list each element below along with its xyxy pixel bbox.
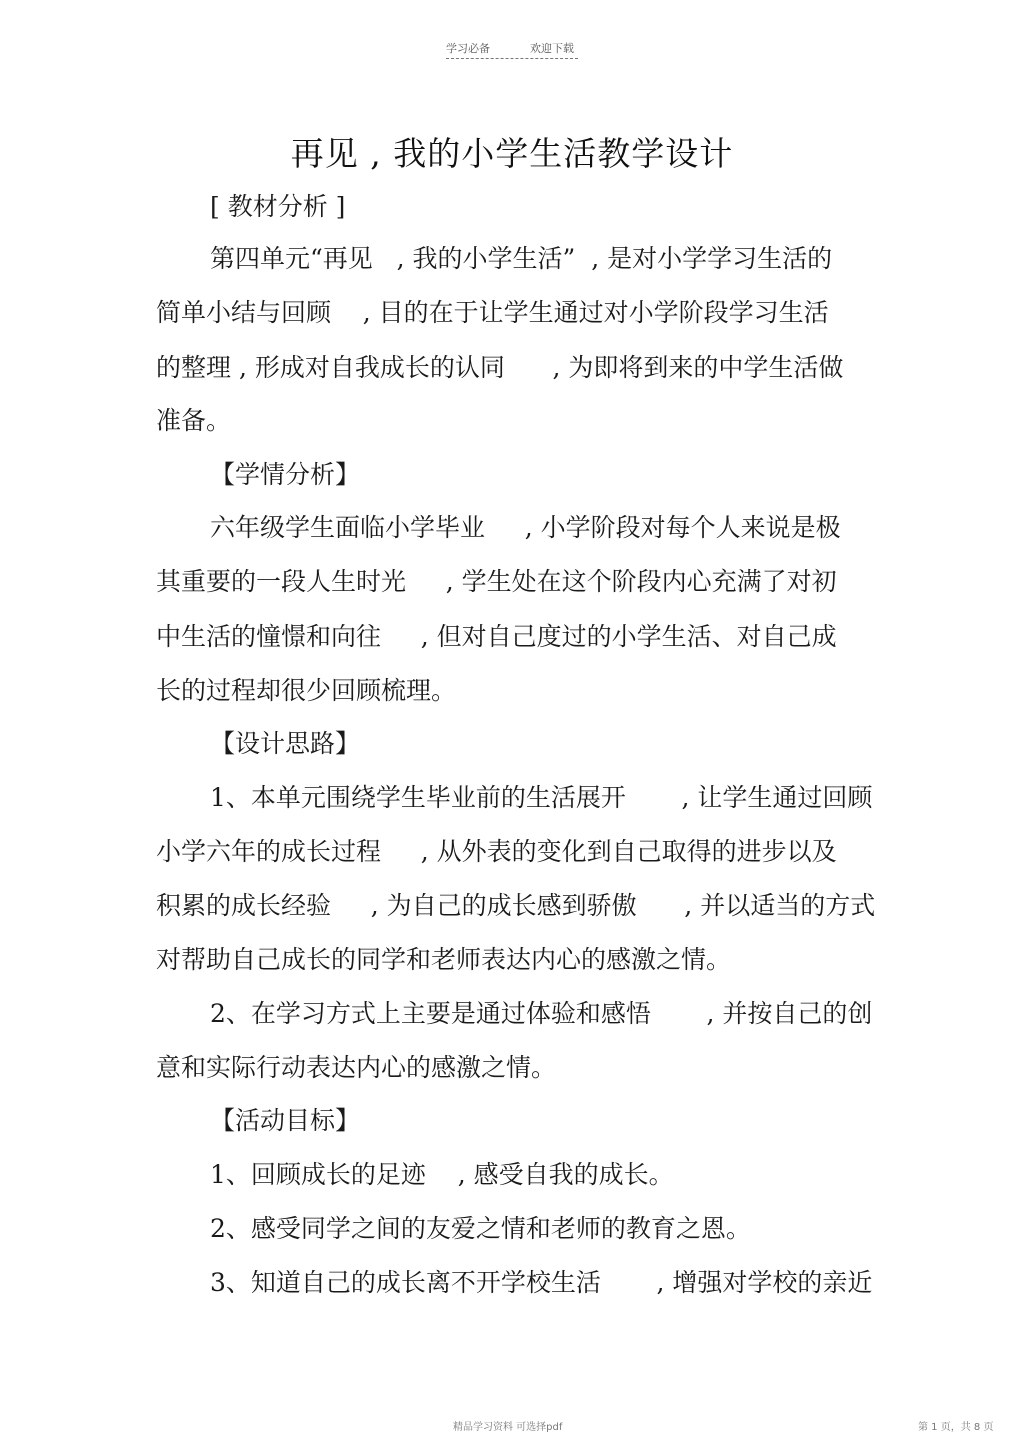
document-title: 再见 , 我的小学生活教学设计 — [290, 134, 734, 173]
body-line: 六年级学生面临小学毕业 , 小学阶段对每个人来说是极 — [210, 513, 841, 542]
body-line: 中生活的憧憬和向往 , 但对自己度过的小学生活、对自己成 — [156, 622, 837, 651]
body-line: 2、感受同学之间的友爱之情和老师的教育之恩。 — [210, 1214, 751, 1243]
body-line: 准备。 — [156, 406, 232, 435]
header-divider — [446, 58, 578, 59]
body-line: 小学六年的成长过程 , 从外表的变化到自己取得的进步以及 — [156, 837, 837, 866]
section-heading-design-idea: 【设计思路】 — [210, 729, 361, 758]
section-heading-student-analysis: 【学情分析】 — [210, 460, 361, 489]
body-line: 对帮助自己成长的同学和老师表达内心的感激之情。 — [156, 945, 732, 974]
body-line: 第四单元“再见 , 我的小学生活” , 是对小学学习生活的 — [210, 244, 833, 273]
body-line: 1、本单元围绕学生毕业前的生活展开 , 让学生通过回顾 — [210, 783, 873, 812]
header-right-text: 欢迎下载 — [530, 42, 574, 55]
body-line: 2、在学习方式上主要是通过体验和感悟 , 并按自己的创 — [210, 999, 873, 1028]
body-line: 的整理 , 形成对自我成长的认同 , 为即将到来的中学生活做 — [156, 353, 844, 382]
body-line: 意和实际行动表达内心的感激之情。 — [156, 1053, 557, 1082]
page-number: 第 1 页，共 8 页 — [918, 1422, 994, 1433]
body-line: 长的过程却很少回顾梳理。 — [156, 676, 457, 705]
body-line: 其重要的一段人生时光 , 学生处在这个阶段内心充满了对初 — [156, 567, 837, 596]
page-header — [0, 40, 1024, 64]
body-line: 积累的成长经验 , 为自己的成长感到骄傲 , 并以适当的方式 — [156, 891, 876, 920]
header-left-text: 学习必备 — [446, 42, 490, 55]
body-line: 简单小结与回顾 , 目的在于让学生通过对小学阶段学习生活 — [156, 298, 829, 327]
body-line: 1、回顾成长的足迹 , 感受自我的成长。 — [210, 1160, 674, 1189]
body-line: 3、知道自己的成长离不开学校生活 , 增强对学校的亲近 — [210, 1268, 873, 1297]
footer-left-text: 精品学习资料 可选择pdf — [453, 1422, 563, 1433]
section-heading-textbook-analysis: [ 教材分析 ] — [210, 192, 346, 221]
section-heading-activity-goals: 【活动目标】 — [210, 1106, 361, 1135]
